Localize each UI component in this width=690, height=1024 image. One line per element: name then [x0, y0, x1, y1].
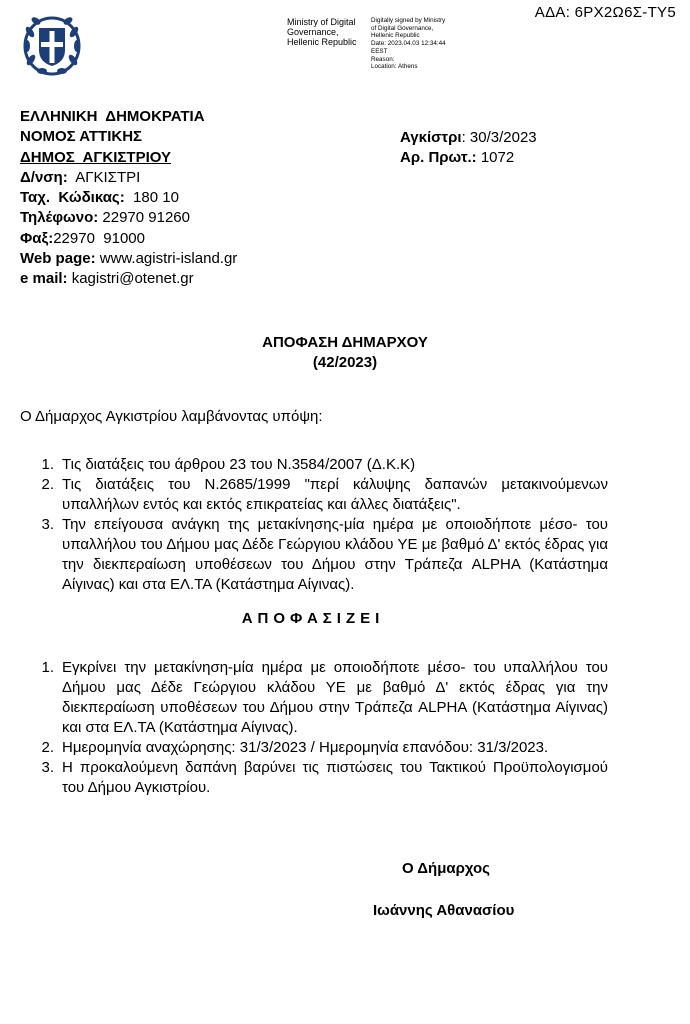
list-item: [28, 738, 608, 758]
list-item-text: Τις διατάξεις του άρθρου 23 του Ν.3584/2007 (Δ.Κ.Κ): [62, 456, 416, 473]
postal-row: [20, 188, 237, 208]
fax-row: [20, 229, 237, 249]
date-value: : 30/3/2023: [461, 129, 537, 146]
postal-value: 180 10: [124, 189, 179, 207]
address-label: Δ/νση:: [20, 168, 68, 186]
list-item: [28, 658, 608, 738]
republic-title: ΕΛΛΗΝΙΚΗ ΔΗΜΟΚΡΑΤΙΑ: [20, 108, 205, 125]
signature-detail-line: Location: Athens: [371, 63, 418, 71]
email-row: [20, 269, 237, 289]
greek-emblem-icon: [22, 10, 82, 76]
phone-row: [20, 208, 237, 228]
place-label: Αγκίστρι: [400, 129, 462, 146]
protocol-row: [400, 148, 537, 168]
intro-text: Ο Δήμαρχος Αγκιστρίου λαμβάνοντας υπόψη:: [20, 408, 323, 425]
signature-details: [371, 17, 446, 71]
web-row: [20, 249, 237, 269]
list-item: [28, 455, 608, 475]
protocol-value: 1072: [476, 149, 515, 167]
signature-detail-line: Digitally signed by Ministry: [371, 17, 446, 24]
phone-label: Τηλέφωνο:: [20, 209, 99, 227]
date-row: [400, 128, 537, 148]
fax-value: 22970 91000: [53, 229, 145, 247]
list-item-number: 3.: [41, 516, 54, 533]
signature-ministry-line: Hellenic Republic: [287, 37, 357, 47]
signature-ministry-line: Governance,: [287, 27, 339, 37]
list-item-text: Τις διατάξεις του Ν.2685/1999 "περί κάλυψης δαπανών μετακινούμενων υπαλλήλων εντός και εκτός επικρατείας και άλλες διατάξεις".: [62, 476, 608, 513]
decision-title: ΑΠΟΦΑΣΗ ΔΗΜΑΡΧΟΥ: [262, 334, 428, 351]
list-item: [28, 758, 608, 798]
address-row: [20, 168, 237, 188]
decisions-list: [28, 658, 608, 798]
list-item: [28, 475, 608, 515]
web-label: Web page:: [20, 250, 96, 268]
protocol-label: Αρ. Πρωτ.:: [400, 149, 477, 167]
list-item-number: 3.: [41, 759, 54, 776]
signature-detail-line: Hellenic Republic: [371, 32, 420, 40]
signer-role: Ο Δήμαρχος: [402, 860, 490, 877]
considerations-list: [28, 455, 608, 595]
email-label: e mail:: [20, 270, 68, 288]
list-item: [28, 515, 608, 595]
signature-ministry: [287, 17, 357, 47]
list-item-number: 2.: [41, 476, 54, 493]
list-item-text: Εγκρίνει την μετακίνηση-μία ημέρα με οποιοδήποτε μέσο- του υπαλλήλου του Δήμου μας Δέδε Γεώργιου κλάδου ΥΕ με βαθμό Δ' εκτός έδρας για την διεκπεραίωση υποθέσεων του Δήμου στην Τράπεζα ALPHA (Κατάστημα Αίγινας) και στα ΕΛ.ΤΑ (Κατάστημα Αίγινας).: [62, 659, 608, 736]
prefecture-title: ΝΟΜΟΣ ΑΤΤΙΚΗΣ: [20, 128, 143, 146]
ada-code: ΑΔΑ: 6ΡΧ2Ω6Σ-ΤΥ5: [534, 4, 676, 21]
list-item-text: Την επείγουσα ανάγκη της μετακίνησης-μία ημέρα με οποιοδήποτε μέσο- του υπαλλήλου του Δήμου μας Δέδε Γεώργιου κλάδου ΥΕ με βαθμό Δ' εκτός έδρας για την διεκπεραίωση υποθέσεων του Δήμου στην Τράπεζα ALPHA (Κατάστημα Αίγινας) και στα ΕΛ.ΤΑ (Κατάστημα Αίγινας).: [62, 516, 608, 593]
decides-heading: ΑΠΟΦΑΣΙΖΕΙ: [241, 610, 385, 627]
postal-label: Ταχ. Κώδικας:: [20, 189, 125, 207]
fax-label: Φαξ:: [20, 229, 54, 247]
municipality-title: ΔΗΜΟΣ ΑΓΚΙΣΤΡΙΟΥ: [20, 148, 171, 166]
letterhead: [20, 107, 237, 290]
list-item-number: 2.: [41, 739, 54, 756]
signer-name: Ιωάννης Αθανασίου: [373, 902, 515, 919]
list-item-text: Ημερομηνία αναχώρησης: 31/3/2023 / Ημερομηνία επανόδου: 31/3/2023.: [62, 739, 549, 756]
date-protocol: [400, 128, 537, 169]
signature-detail-line: of Digital Governance,: [371, 24, 434, 32]
list-item-number: 1.: [41, 659, 54, 676]
list-item-text: Η προκαλούμενη δαπάνη βαρύνει τις πιστώσεις του Τακτικού Προϋπολογισμού του Δήμου Αγκιστρίου.: [62, 759, 608, 796]
phone-value: 22970 91260: [98, 209, 190, 227]
signature-ministry-line: Ministry of Digital: [287, 17, 356, 27]
web-value: www.agistri-island.gr: [95, 250, 238, 268]
signature-detail-line: Reason:: [371, 55, 395, 63]
signature-detail-line: EEST: [371, 47, 388, 55]
address-value: ΑΓΚΙΣΤΡΙ: [67, 168, 141, 186]
signature-detail-line: Date: 2023.04.03 12:34:44: [371, 40, 446, 48]
email-value: kagistri@otenet.gr: [67, 270, 194, 288]
list-item-number: 1.: [41, 456, 54, 473]
decision-number: (42/2023): [312, 354, 378, 371]
